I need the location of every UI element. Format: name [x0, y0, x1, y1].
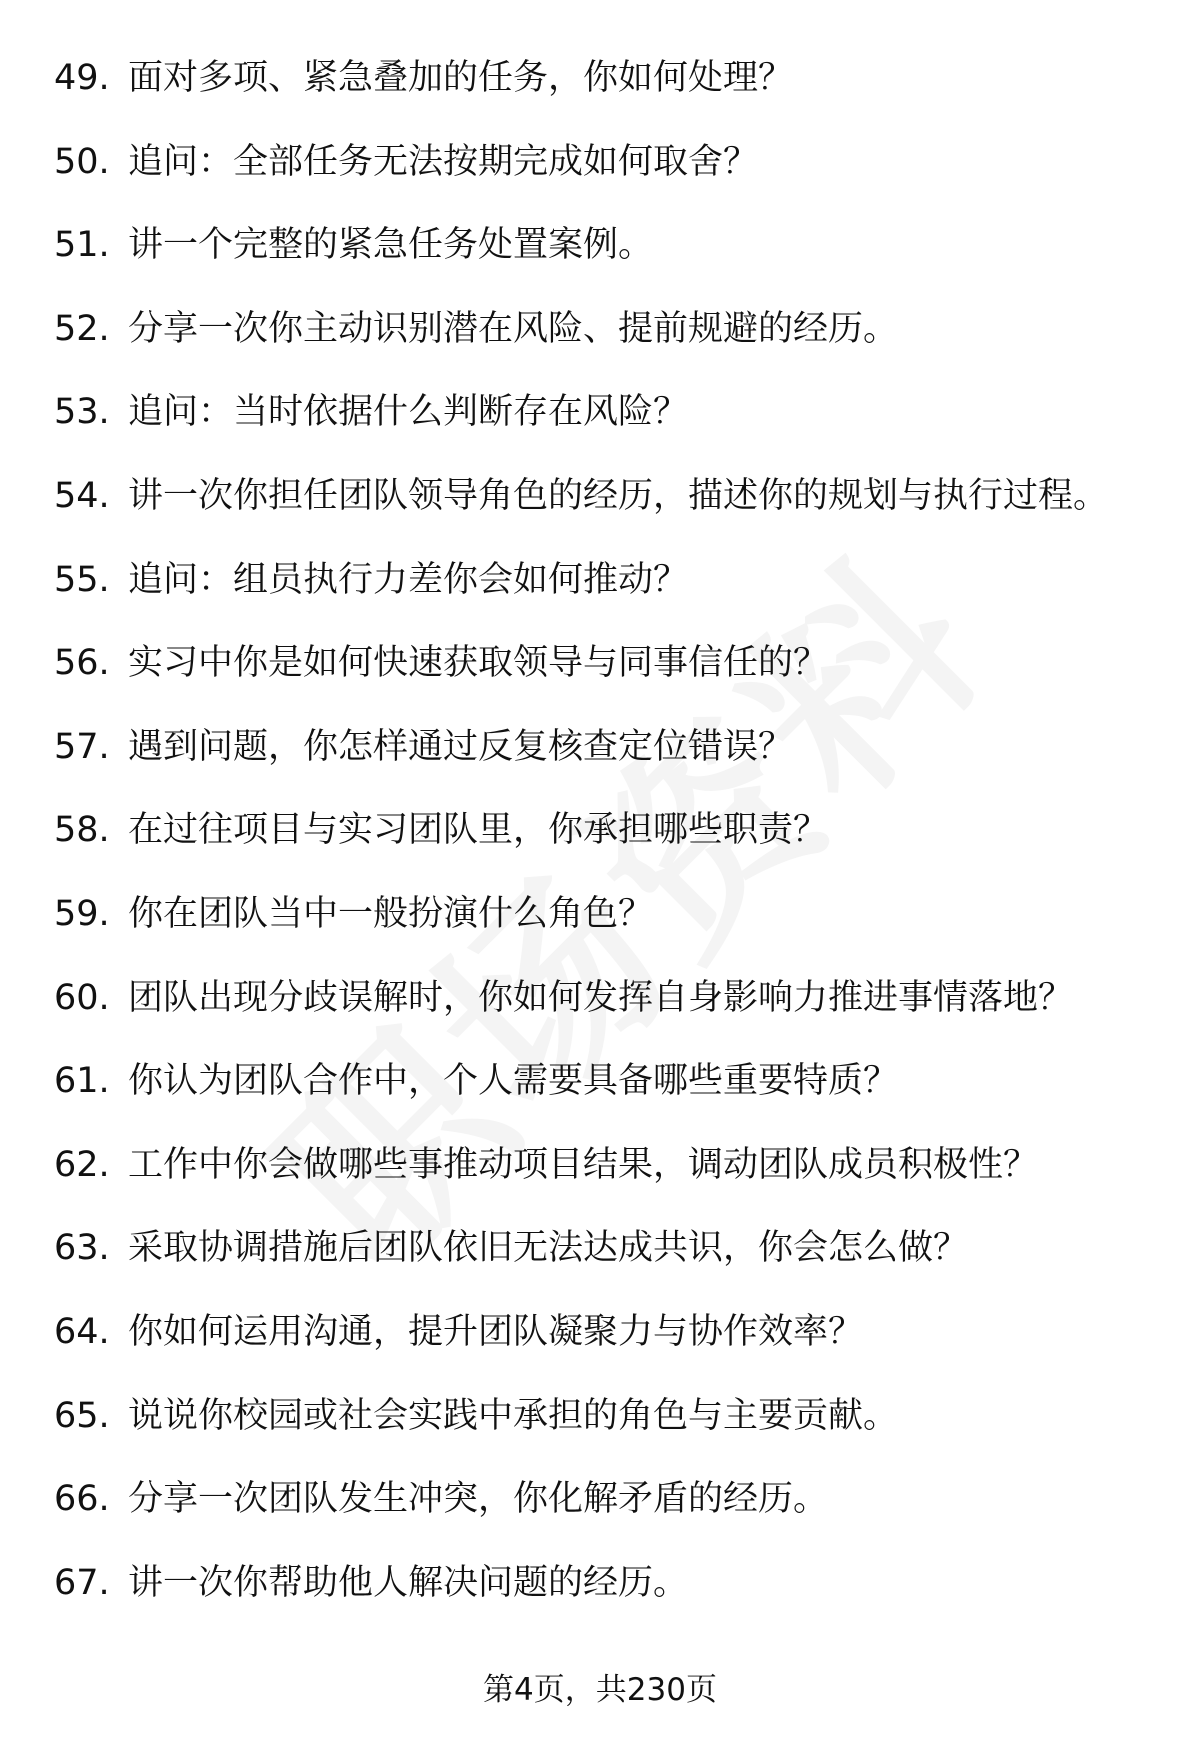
question-text: 实习中你是如何快速获取领导与同事信任的？ [128, 643, 829, 684]
question-text: 追问：全部任务无法按期完成如何取舍？ [128, 141, 759, 182]
question-number: 52. [54, 308, 110, 349]
question-number: 56. [54, 643, 110, 684]
question-number: 58. [54, 810, 110, 851]
question-item [54, 721, 1174, 805]
question-text: 你在团队当中一般扮演什么角色？ [128, 893, 654, 934]
question-item [54, 52, 1174, 136]
question-number: 63. [54, 1228, 110, 1269]
question-item [54, 1222, 1174, 1306]
question-item [54, 136, 1174, 220]
question-number: 64. [54, 1311, 110, 1352]
question-number: 60. [54, 977, 110, 1018]
question-number: 67. [54, 1562, 110, 1603]
question-text: 面对多项、紧急叠加的任务，你如何处理？ [128, 58, 794, 98]
question-item [54, 303, 1174, 387]
question-item [54, 219, 1174, 303]
question-text: 说说你校园或社会实践中承担的角色与主要贡献。 [128, 1395, 899, 1436]
question-item [54, 1473, 1174, 1557]
question-number: 57. [54, 726, 110, 767]
question-item [54, 1306, 1174, 1390]
question-item [54, 972, 1174, 1056]
question-number: 65. [54, 1395, 110, 1436]
question-item [54, 637, 1174, 721]
question-item [54, 386, 1174, 470]
question-number: 59. [54, 893, 110, 934]
question-number: 54. [54, 475, 110, 516]
question-item [54, 1390, 1174, 1474]
question-number: 49. [54, 58, 110, 98]
question-text: 分享一次你主动识别潜在风险、提前规避的经历。 [128, 308, 899, 349]
page-footer: 第4页，共230页 [483, 1672, 717, 1708]
question-number: 61. [54, 1061, 110, 1102]
question-text: 分享一次团队发生冲突，你化解矛盾的经历。 [128, 1479, 829, 1520]
question-item [54, 1557, 1174, 1641]
question-number: 51. [54, 225, 110, 266]
question-item [54, 1055, 1174, 1139]
question-item [54, 888, 1174, 972]
question-text: 采取协调措施后团队依旧无法达成共识，你会怎么做？ [128, 1228, 969, 1269]
question-number: 50. [54, 141, 110, 182]
question-item [54, 804, 1174, 888]
question-text: 讲一次你帮助他人解决问题的经历。 [128, 1562, 689, 1603]
question-item [54, 1139, 1174, 1223]
question-item [54, 554, 1174, 638]
question-number: 66. [54, 1479, 110, 1520]
question-text: 你认为团队合作中，个人需要具备哪些重要特质？ [128, 1061, 899, 1102]
question-text: 你如何运用沟通，提升团队凝聚力与协作效率？ [128, 1311, 864, 1352]
question-text: 遇到问题，你怎样通过反复核查定位错误？ [128, 726, 794, 767]
question-number: 62. [54, 1144, 110, 1185]
question-text: 追问：组员执行力差你会如何推动？ [128, 559, 689, 600]
question-text: 讲一次你担任团队领导角色的经历，描述你的规划与执行过程。 [128, 475, 1109, 516]
question-text: 团队出现分歧误解时，你如何发挥自身影响力推进事情落地？ [128, 977, 1074, 1018]
question-text: 工作中你会做哪些事推动项目结果，调动团队成员积极性？ [128, 1144, 1039, 1185]
question-text: 追问：当时依据什么判断存在风险？ [128, 392, 689, 433]
question-text: 在过往项目与实习团队里，你承担哪些职责？ [128, 810, 829, 851]
question-number: 53. [54, 392, 110, 433]
question-number: 55. [54, 559, 110, 600]
question-list [54, 52, 1174, 1640]
question-text: 讲一个完整的紧急任务处置案例。 [128, 225, 654, 266]
question-item [54, 470, 1174, 554]
